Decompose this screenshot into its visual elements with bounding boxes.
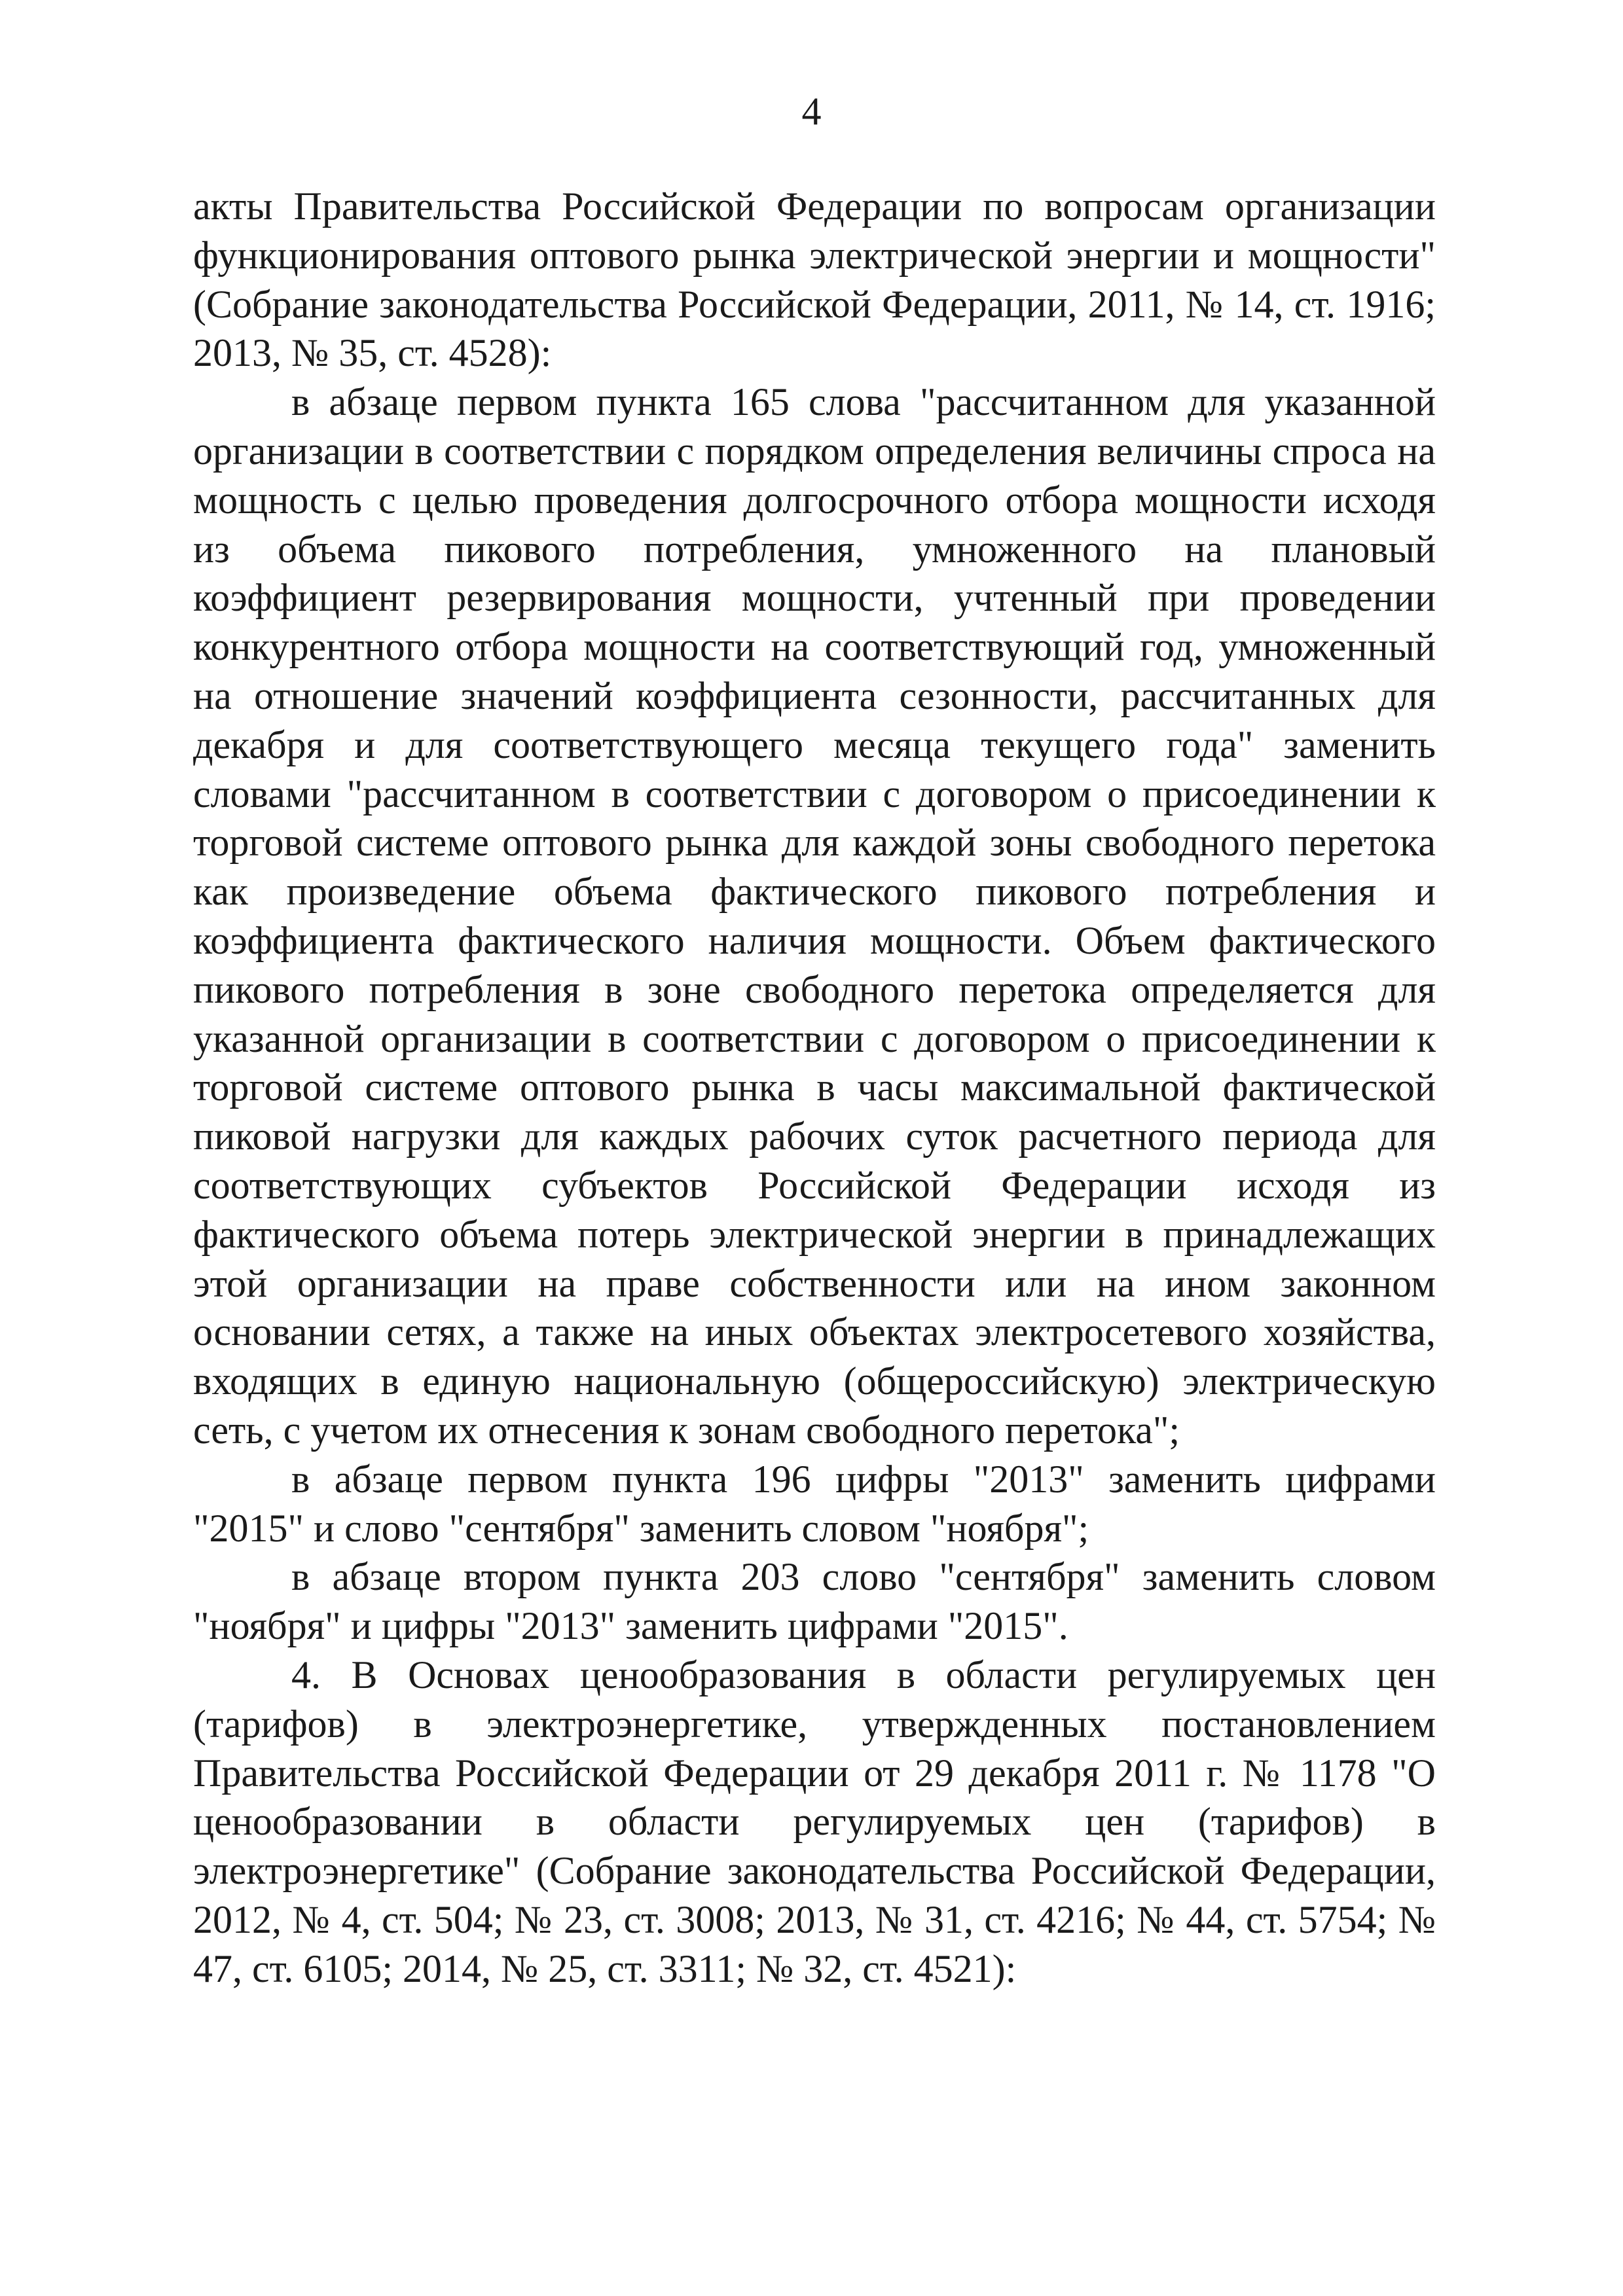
paragraph-1: акты Правительства Российской Федерации по вопросам организации функционирования оптового рынка электрической энергии и мощности" (Собрание законодательства Российской Федерации, 2011, № 14, ст. 1916; 2013, № 35, ст. 4528): <box>193 185 1436 375</box>
paragraph-4: в абзаце втором пункта 203 слово "сентября" заменить словом "ноября" и цифры "2013" заменить цифрами "2015". <box>193 1555 1436 1648</box>
page-number: 4 <box>801 90 822 133</box>
paragraph-3: в абзаце первом пункта 196 цифры "2013" заменить цифрами "2015" и слово "сентября" заменить словом "ноября"; <box>193 1457 1436 1550</box>
paragraph-5: 4. В Основах ценообразования в области регулируемых цен (тарифов) в электроэнергетике, утвержденных постановлением Правительства Российской Федерации от 29 декабря 2011 г. № 1178 "О ценообразовании в области регулируемых цен (тарифов) в электроэнергетике" (Собрание законодательства Российской Федерации, 2012, № 4, ст. 504; № 23, ст. 3008; 2013, № 31, ст. 4216; № 44, ст. 5754; № 47, ст. 6105; 2014, № 25, ст. 3311; № 32, ст. 4521): <box>193 1653 1436 1990</box>
document-body <box>193 182 1436 1993</box>
paragraph-2: в абзаце первом пункта 165 слова "рассчитанном для указанной организации в соответствии с порядком определения величины спроса на мощность с целью проведения долгосрочного отбора мощности исходя из объема пикового потребления, умноженного на плановый коэффициент резервирования мощности, учтенный при проведении конкурентного отбора мощности на соответствующий год, умноженный на отношение значений коэффициента сезонности, рассчитанных для декабря и для соответствующего месяца текущего года" заменить словами "рассчитанном в соответствии с договором о присоединении к торговой системе оптового рынка для каждой зоны свободного перетока как произведение объема фактического пикового потребления и коэффициента фактического наличия мощности. Объем фактического пикового потребления в зоне свободного перетока определяется для указанной организации в соответствии с договором о присоединении к торговой системе оптового рынка в часы максимальной фактической пиковой нагрузки для каждых рабочих суток расчетного периода для соответствующих субъектов Российской Федерации исходя из фактического объема потерь электрической энергии в принадлежащих этой организации на праве собственности или на ином законном основании сетях, а также на иных объектах электросетевого хозяйства, входящих в единую национальную (общероссийскую) электрическую сеть, с учетом их отнесения к зонам свободного перетока"; <box>193 380 1436 1452</box>
